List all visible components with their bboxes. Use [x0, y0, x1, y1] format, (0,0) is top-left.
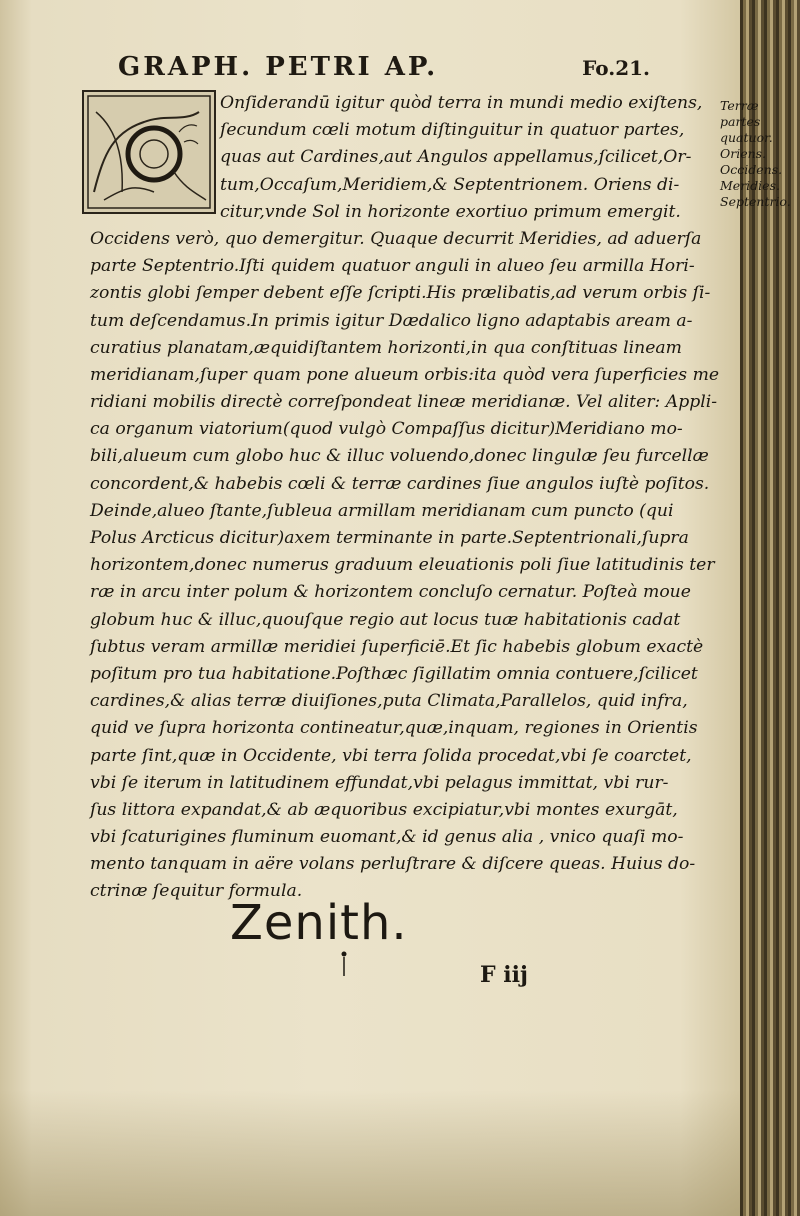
ornament-illustration [84, 92, 214, 212]
text-line: parte ſint,quæ in Occidente, vbi terra ſolida procedat,vbi ſe coarctet, [90, 745, 692, 766]
text-line: quas aut Cardines,aut Angulos appellamus,ſcilicet,Or- [220, 147, 692, 168]
text-line: ctrinæ ſequitur formula. [90, 881, 303, 902]
text-line: ſus littora expandat,& ab æquoribus excipiatur,vbi montes exurgāt, [90, 799, 678, 820]
margin-note: quatuor. [720, 130, 773, 145]
signature-mark: F iij [480, 962, 528, 988]
margin-note: Terræ partes [720, 98, 761, 129]
figure-label-zenith: Zenith. [230, 895, 408, 951]
text-line: globum huc & illuc,quouſque regio aut locus tuæ habitationis cadat [90, 609, 681, 630]
decorated-initial-c [82, 90, 216, 214]
margin-note: Meridies. [720, 178, 780, 193]
folio-number: Fo.21. [582, 56, 650, 80]
text-line: Polus Arcticus dicitur)axem terminante in parte.Septentrionali,ſupra [90, 528, 689, 548]
margin-note: Oriens. [720, 146, 767, 161]
margin-note: Septentrio. [720, 194, 791, 209]
text-line: concordent,& habebis cœli & terræ cardines ſiue angulos iuſtè poſitos. [90, 473, 710, 494]
text-line: ſecundum cœli motum diſtinguitur in quatuor partes, [220, 120, 685, 141]
text-line: citur,vnde Sol in horizonte exortiuo primum emergit. [220, 201, 681, 222]
text-line: Deinde,alueo ſtante,ſubleua armillam meridianam cum puncto (qui [90, 500, 674, 521]
margin-note: Occidens. [720, 162, 783, 177]
text-line: parte Septentrio.Iſti quidem quatuor anguli in alueo ſeu armilla Hori- [90, 256, 695, 277]
text-line: quid ve ſupra horizonta contineatur,quæ,inquam, regiones in Orientis [90, 718, 698, 739]
text-line: zontis globi ſemper debent eſſe ſcripti.His prælibatis,ad verum orbis ſi- [90, 283, 711, 304]
text-line: Onſiderandū igitur quòd terra in mundi medio exiſtens, [220, 93, 703, 113]
header-title: GRAPH. PETRI AP. [118, 52, 439, 82]
text-line: vbi ſe iterum in latitudinem effundat,vbi pelagus immittat, vbi rur- [90, 772, 669, 793]
running-header [100, 52, 660, 88]
text-line: mento tanquam in aëre volans perluſtrare & diſcere queas. Huius do- [90, 854, 696, 875]
text-line: horizontem,donec numerus graduum eleuationis poli ſiue latitudinis ter [90, 555, 715, 576]
text-line: meridianam,ſuper quam pone alueum orbis:ita quòd vera ſuperficies me [90, 364, 720, 385]
page-shadow [0, 1090, 740, 1216]
text-line: Occidens verò, quo demergitur. Quaque decurrit Meridies, ad aduerſa [90, 228, 702, 249]
text-line: tum,Occaſum,Meridiem,& Septentrionem. Oriens di- [220, 174, 680, 195]
text-line: tum deſcendamus.In primis igitur Dædalico ligno adaptabis aream a- [90, 310, 693, 331]
text-line: ridiani mobilis directè correſpondeat lineæ meridianæ. Vel aliter: Appli- [90, 392, 718, 413]
text-line: cardines,& alias terræ diuiſiones,puta Climata,Parallelos, quid infra, [90, 691, 688, 712]
text-line: curatius planatam,æquidiſtantem horizonti,in qua conſtituas lineam [90, 337, 682, 358]
text-line: poſitum pro tua habitatione.Poſthæc ſigillatim omnia contuere,ſcilicet [90, 663, 698, 684]
text-line: ſubtus veram armillæ meridiei ſuperficiē.Et ſic habebis globum exactè [90, 636, 704, 657]
text-line: vbi ſcaturigines fluminum euomant,& id genus alia , vnico quaſi mo- [90, 827, 684, 848]
text-line: ca organum viatorium(quod vulgò Compaſſus dicitur)Meridiano mo- [90, 419, 683, 440]
text-line: ræ in arcu inter polum & horizontem concluſo cernatur. Poſteà moue [90, 582, 691, 603]
text-line: bili,alueum cum globo huc & illuc voluendo,donec lingulæ ſeu furcellæ [90, 446, 709, 467]
margin-notes [720, 98, 796, 210]
zenith-pointer-icon [334, 950, 354, 978]
